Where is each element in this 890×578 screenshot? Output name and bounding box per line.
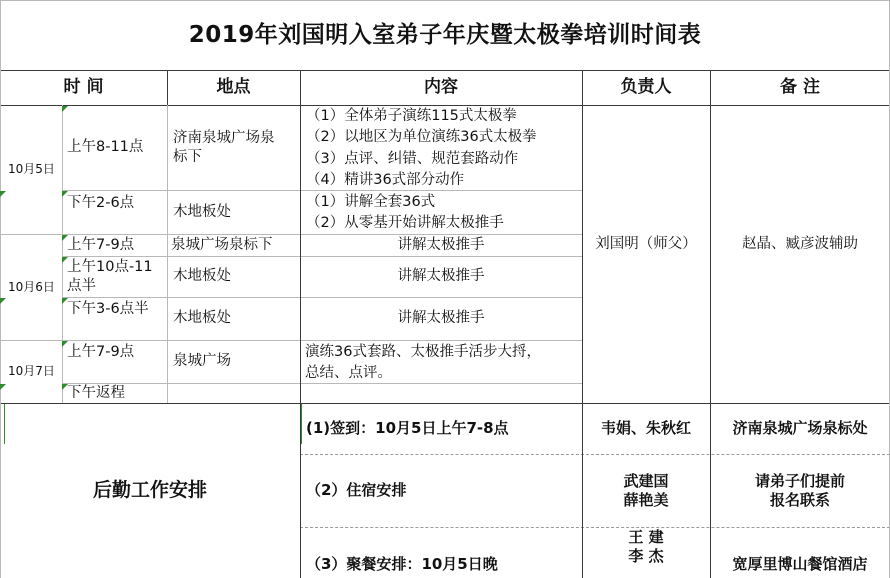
owner-line: 李 杰: [628, 546, 664, 565]
header-remark: 备 注: [780, 77, 820, 98]
content-line: （4）精讲36式部分动作: [306, 172, 465, 188]
content-line: 总结、点评。: [305, 365, 392, 381]
remark-cell: 赵晶、臧彦波辅助: [742, 235, 858, 252]
content-line: （2）以地区为单位演练36式太极拳: [306, 129, 537, 145]
time-cell: 下午2-6点: [67, 195, 135, 211]
remark-line: 请弟子们提前: [754, 471, 845, 490]
time-line: 上午10点-11: [67, 259, 153, 276]
date-oct7: 10月7日: [8, 364, 55, 378]
col-sep-date: [62, 105, 63, 403]
time-cell: 上午8-11点: [67, 139, 144, 156]
logistics-content: （2）住宿安排: [306, 481, 407, 500]
content-line: （3）点评、纠错、规范套路动作: [306, 151, 519, 167]
place-line: 济南泉城广场泉: [173, 130, 275, 147]
header-place: 地点: [216, 77, 251, 98]
owner-line: 薛艳美: [623, 490, 669, 509]
content-cell: 讲解太极推手: [397, 236, 485, 253]
content-line: 演练36式套路、太极推手活步大捋，: [305, 344, 541, 360]
date-oct6: 10月6日: [8, 279, 55, 294]
date-oct5: 10月5日: [8, 162, 55, 176]
place-cell: 木地板处: [173, 310, 231, 327]
time-cell: 上午7-9点: [67, 344, 135, 360]
logistics-content: （3）聚餐安排：10月5日晚: [306, 555, 498, 573]
content-line: （2）从零基开始讲解太极推手: [306, 215, 504, 231]
owner-line: 武建国: [623, 471, 669, 490]
cell-marker: [0, 298, 6, 304]
header-time: 时 间: [63, 77, 104, 98]
header-owner: 负责人: [620, 77, 672, 98]
header-content: 内容: [424, 77, 458, 98]
time-cell: 下午3-6点半: [67, 301, 149, 317]
place-line: 标下: [173, 148, 202, 165]
logistics-label: 后勤工作安排: [92, 478, 207, 501]
line-r1: [62, 190, 582, 191]
page-title: 2019年刘国明入室弟子年庆暨太极拳培训时间表: [188, 21, 702, 48]
content-cell: 讲解太极推手: [397, 310, 485, 327]
owner-line: 韦娟、朱秋红: [600, 419, 691, 438]
logistics-owner: [582, 528, 710, 578]
cell-marker: [0, 384, 6, 390]
content-cell: 讲解太极推手: [397, 268, 485, 285]
place-cell: [173, 105, 300, 190]
place-cell: 木地板处: [173, 203, 231, 220]
content-line: （1）全体弟子演练115式太极拳: [306, 108, 517, 124]
time-cell: 下午返程: [67, 384, 125, 401]
logistics-remark: [710, 454, 890, 527]
logistics-content: (1)签到：10月5日上午7-8点: [306, 419, 509, 438]
remark-line: 济南泉城广场泉标处: [732, 419, 868, 438]
cell-marker: [0, 191, 6, 197]
owner-cell: 刘国明（师父）: [595, 235, 697, 252]
logistics-owner: [582, 403, 710, 454]
owner-line: 王 建: [628, 528, 664, 546]
selection-marker: [301, 404, 302, 444]
place-cell: 木地板处: [173, 268, 231, 285]
content-line: （1）讲解全套36式: [306, 194, 436, 210]
col-sep-place: [167, 105, 168, 403]
time-cell: [67, 256, 167, 297]
place-cell: 泉城广场: [173, 353, 231, 370]
time-line: 点半: [67, 277, 96, 294]
remark-line: 报名联系: [769, 490, 830, 509]
logistics-remark: [710, 403, 890, 454]
time-cell: 上午7-9点: [67, 236, 135, 253]
place-cell: 泉城广场泉标下: [171, 236, 273, 253]
logistics-remark: 宽厚里博山餐馆酒店: [732, 555, 868, 573]
logistics-owner: [582, 454, 710, 527]
